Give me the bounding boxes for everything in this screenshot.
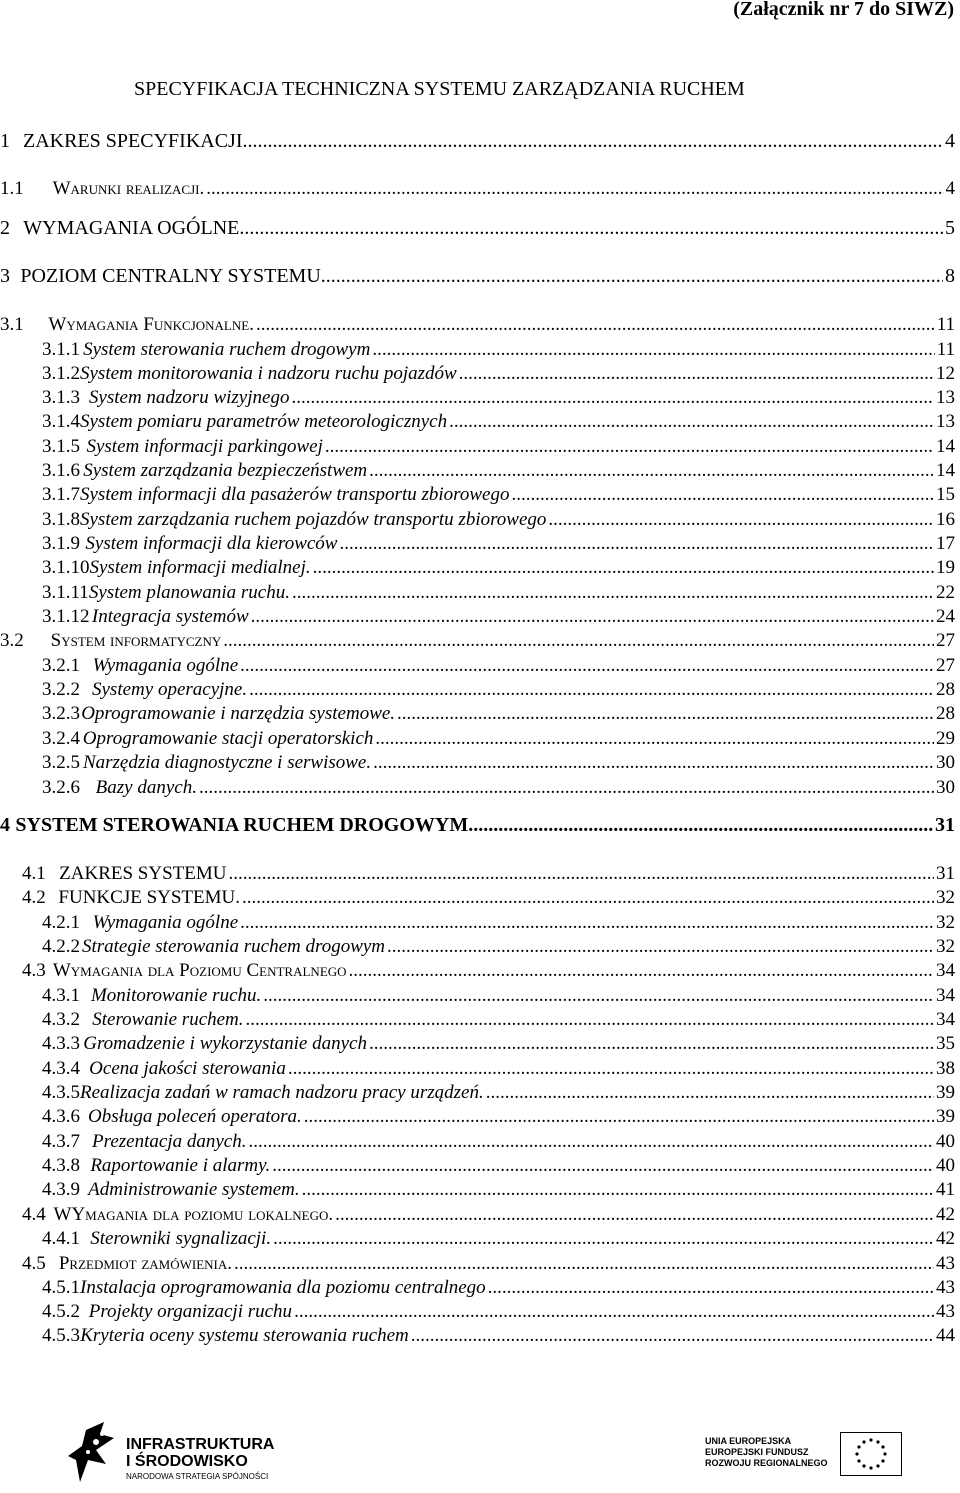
toc-dot-leader (223, 629, 934, 653)
toc-entry-title: SYSTEM STEROWANIA RUCHEM DROGOWYM (15, 814, 469, 836)
toc-entry-title: Strategie sterowania ruchem drogowym (81, 936, 386, 957)
toc-dot-leader (242, 886, 934, 910)
toc-entry[interactable] (0, 1300, 955, 1324)
toc-dot-leader (294, 1300, 934, 1324)
toc-dot-leader (459, 362, 934, 386)
toc-entry-title: System zarządzania ruchem pojazdów transportu zbiorowego (80, 509, 547, 530)
toc-entry-title: Wymagania ogólne (92, 655, 239, 676)
toc-entry-number: 4.3 (22, 960, 46, 981)
toc-entry-title: System informatyczny (50, 630, 222, 651)
toc-entry-number: 4.4 (22, 1204, 46, 1225)
toc-entry-page: 14 (936, 436, 955, 457)
toc-entry-title: Sterowniki sygnalizacji. (90, 1228, 272, 1249)
toc-entry-title: Oprogramowanie i narzędzia systemowe. (81, 703, 396, 724)
toc-entry-title: Administrowanie systemem. (88, 1179, 300, 1200)
toc-entry-number: 1.1 (0, 178, 24, 199)
toc-dot-leader (339, 532, 934, 556)
toc-entry-number: 3.1 (0, 314, 24, 335)
toc-entry-number: 4.5 (22, 1253, 46, 1274)
toc-entry[interactable] (0, 813, 955, 837)
toc-entry-page: 38 (936, 1058, 955, 1079)
toc-entry-page: 32 (936, 887, 955, 908)
toc-entry-title: Narzędzia diagnostyczne i serwisowe. (82, 752, 372, 773)
toc-entry[interactable] (0, 702, 955, 726)
toc-entry-number: 2 (0, 217, 10, 239)
toc-entry-page: 24 (936, 606, 955, 627)
toc-entry[interactable] (0, 1203, 955, 1227)
toc-entry-number: 4.2.2 (42, 936, 80, 957)
toc-dot-leader (511, 483, 934, 507)
toc-entry[interactable] (0, 313, 955, 337)
toc-entry-page: 32 (936, 912, 955, 933)
toc-entry[interactable] (0, 216, 955, 240)
toc-entry[interactable] (0, 338, 955, 362)
toc-dot-leader (288, 1057, 934, 1081)
toc-entry-page: 42 (936, 1228, 955, 1249)
toc-entry[interactable] (0, 1276, 955, 1300)
toc-entry-title: System zarządzania bezpieczeństwem (83, 460, 368, 481)
toc-entry-number: 4.3.2 (42, 1009, 80, 1030)
toc-entry-title: WYmagania dla poziomu lokalnego. (53, 1204, 334, 1225)
toc-entry[interactable] (0, 1227, 955, 1251)
infrastruktura-line1: INFRASTRUKTURA (126, 1436, 275, 1453)
toc-entry[interactable] (0, 264, 955, 288)
toc-dot-leader (387, 935, 934, 959)
toc-dot-leader (411, 1324, 934, 1348)
toc-dot-leader (272, 1154, 934, 1178)
toc-dot-leader (548, 508, 934, 532)
toc-entry-title: System planowania ruchu. (88, 582, 290, 603)
toc-entry[interactable] (0, 862, 955, 886)
toc-entry[interactable] (0, 1178, 955, 1202)
toc-entry-page: 32 (936, 936, 955, 957)
toc-entry-page: 13 (936, 411, 955, 432)
toc-entry-title: System informacji parkingowej (86, 436, 323, 457)
toc-entry-title: Oprogramowanie stacji operatorskich (82, 728, 374, 749)
toc-entry-page: 43 (936, 1301, 955, 1322)
toc-entry-number: 4.2.1 (42, 912, 80, 933)
toc-entry-page: 28 (936, 679, 955, 700)
toc-entry-title: POZIOM CENTRALNY SYSTEMU. (20, 265, 326, 287)
toc-entry[interactable] (0, 483, 955, 507)
toc-entry-number: 1 (0, 130, 10, 152)
toc-entry-title: Realizacja zadań w ramach nadzoru pracy urządzeń. (80, 1082, 484, 1103)
toc-entry[interactable] (0, 581, 955, 605)
toc-entry-title: System nadzoru wizyjnego (88, 387, 290, 408)
toc-entry[interactable] (0, 911, 955, 935)
eu-line2: EUROPEJSKI FUNDUSZ (705, 1447, 809, 1457)
toc-entry-page: 43 (936, 1253, 955, 1274)
toc-dot-leader (273, 1227, 934, 1251)
toc-entry-title: Gromadzenie i wykorzystanie danych (83, 1033, 367, 1054)
toc-entry-number: 3.2.3 (42, 703, 80, 724)
toc-dot-leader (251, 605, 934, 629)
toc-entry-title: Integracja systemów (91, 606, 249, 627)
toc-dot-leader (292, 581, 934, 605)
toc-entry-page: 4 (945, 130, 955, 152)
infrastruktura-emblem-icon (66, 1420, 126, 1488)
toc-entry[interactable] (0, 362, 955, 386)
eu-logo-text (705, 1436, 835, 1469)
toc-entry-page: 29 (936, 728, 955, 749)
toc-entry-number: 4.3.8 (42, 1155, 80, 1176)
toc-entry-number: 3.1.5 (42, 436, 80, 457)
toc-entry-page: 27 (936, 655, 955, 676)
toc-entry-number: 4.5.3 (42, 1325, 80, 1346)
toc-entry-number: 3.2.2 (42, 679, 80, 700)
toc-entry-number: 4.3.3 (42, 1033, 80, 1054)
toc-entry-number: 4.3.1 (42, 985, 80, 1006)
toc-entry-title: System informacji dla kierowców (85, 533, 338, 554)
toc-dot-leader (373, 751, 934, 775)
toc-entry-page: 42 (936, 1204, 955, 1225)
toc-entry[interactable] (0, 654, 955, 678)
infrastruktura-subtitle: NARODOWA STRATEGIA SPÓJNOŚCI (126, 1472, 269, 1481)
toc-entry-number: 3.1.1 (42, 339, 80, 360)
toc-entry-number: 3.1.10 (42, 557, 90, 578)
toc-entry-page: 16 (936, 509, 955, 530)
toc-dot-leader (375, 727, 934, 751)
toc-entry-page: 19 (936, 557, 955, 578)
toc-entry-number: 3.1.11 (42, 582, 89, 603)
toc-entry-page: 22 (936, 582, 955, 603)
toc-entry[interactable] (0, 386, 955, 410)
toc-entry[interactable] (0, 1008, 955, 1032)
toc-entry[interactable] (0, 532, 955, 556)
toc-dot-leader (291, 386, 934, 410)
toc-dot-leader (304, 1105, 934, 1129)
toc-entry-title: Monitorowanie ruchu. (90, 985, 262, 1006)
toc-dot-leader (488, 1276, 934, 1300)
toc-dot-leader (240, 911, 934, 935)
toc-entry-number: 3.2.5 (42, 752, 80, 773)
toc-dot-leader (449, 410, 934, 434)
toc-entry-title: Systemy operacyjne. (92, 679, 248, 700)
toc-entry[interactable] (0, 508, 955, 532)
toc-entry-page: 31 (936, 863, 955, 884)
toc-dot-leader (249, 678, 934, 702)
toc-entry[interactable] (0, 984, 955, 1008)
toc-entry-title: System monitorowania i nadzoru ruchu pojazdów (80, 363, 457, 384)
toc-entry-number: 4.3.7 (42, 1131, 80, 1152)
toc-entry-number: 4.5.2 (42, 1301, 80, 1322)
toc-dot-leader (369, 1032, 934, 1056)
toc-entry[interactable] (0, 435, 955, 459)
toc-entry[interactable] (0, 678, 955, 702)
toc-dot-leader (234, 1252, 934, 1276)
toc-entry-page: 11 (936, 314, 955, 335)
toc-entry[interactable] (0, 776, 955, 800)
toc-entry[interactable] (0, 935, 955, 959)
toc-entry[interactable] (0, 751, 955, 775)
toc-entry-page: 30 (936, 752, 955, 773)
toc-entry-title: Kryteria oceny systemu sterowania ruchem (80, 1325, 409, 1346)
infrastruktura-line2: I ŚRODOWISKO (126, 1453, 248, 1470)
toc-entry-number: 4.3.5 (42, 1082, 80, 1103)
toc-entry-page: 44 (936, 1325, 955, 1346)
toc-entry-title: System informacji medialnej. (89, 557, 311, 578)
toc-entry-title: Instalacja oprogramowania dla poziomu centralnego (80, 1277, 486, 1298)
toc-dot-leader (325, 435, 934, 459)
toc-entry-page: 5 (945, 217, 955, 239)
toc-entry-title: FUNKCJE SYSTEMU. (58, 887, 241, 908)
toc-entry[interactable] (0, 1057, 955, 1081)
toc-entry-page: 41 (936, 1179, 955, 1200)
toc-entry-title: Bazy danych. (95, 777, 197, 798)
toc-dot-leader (240, 654, 934, 678)
toc-entry[interactable] (0, 886, 955, 910)
toc-entry-page: 4 (945, 178, 955, 199)
toc-entry[interactable] (0, 1130, 955, 1154)
toc-entry-number: 3 (0, 265, 10, 287)
toc-entry[interactable] (0, 556, 955, 580)
toc-entry-number: 4.5.1 (42, 1277, 80, 1298)
toc-dot-leader (313, 556, 934, 580)
toc-entry-title: Warunki realizacji. (52, 178, 205, 199)
toc-entry-title: Wymagania ogólne (92, 912, 239, 933)
toc-entry[interactable] (0, 1105, 955, 1129)
eu-line3: ROZWOJU REGIONALNEGO (705, 1458, 828, 1468)
toc-dot-leader (199, 776, 934, 800)
toc-entry-page: 39 (936, 1106, 955, 1127)
toc-entry-title: Obsługa poleceń operatora. (88, 1106, 302, 1127)
eu-stars-icon (841, 1433, 901, 1475)
toc-entry-number: 4.1 (22, 863, 46, 884)
toc-dot-leader (326, 264, 943, 288)
toc-entry[interactable] (0, 1154, 955, 1178)
toc-dot-leader (228, 862, 934, 886)
toc-entry-title: Projekty organizacji ruchu (88, 1301, 293, 1322)
toc-entry-number: 4.2 (22, 887, 46, 908)
toc-entry-page: 12 (936, 363, 955, 384)
toc-entry[interactable] (0, 629, 955, 653)
toc-entry-title: Sterowanie ruchem. (92, 1009, 244, 1030)
toc-entry-page: 17 (936, 533, 955, 554)
toc-entry-number: 4.3.9 (42, 1179, 80, 1200)
toc-entry-number: 3.1.8 (42, 509, 80, 530)
toc-entry-page: 8 (945, 265, 955, 287)
toc-entry-page: 11 (936, 339, 955, 360)
toc-entry-page: 14 (936, 460, 955, 481)
toc-dot-leader (302, 1178, 934, 1202)
toc-entry-number: 4 (0, 814, 10, 836)
toc-entry-title: Ocena jakości sterowania (89, 1058, 286, 1079)
toc-entry[interactable] (0, 129, 955, 153)
toc-dot-leader (248, 1130, 934, 1154)
toc-entry-number: 3.1.7 (42, 484, 80, 505)
eu-line1: UNIA EUROPEJSKA (705, 1436, 792, 1446)
toc-entry-title: Prezentacja danych. (92, 1131, 247, 1152)
toc-entry-number: 4.3.4 (42, 1058, 80, 1079)
toc-entry-number: 3.1.9 (42, 533, 80, 554)
toc-entry-page: 31 (935, 814, 955, 836)
toc-entry-page: 27 (936, 630, 955, 651)
toc-entry-title: System informacji dla pasażerów transportu zbiorowego (80, 484, 510, 505)
toc-entry-page: 34 (936, 1009, 955, 1030)
infrastruktura-logo-text (126, 1436, 286, 1470)
toc-entry[interactable] (0, 1081, 955, 1105)
toc-entry-page: 15 (936, 484, 955, 505)
toc-entry-page: 39 (936, 1082, 955, 1103)
toc-entry-number: 3.1.6 (42, 460, 80, 481)
toc-entry-number: 3.2.6 (42, 777, 80, 798)
toc-dot-leader (246, 1008, 934, 1032)
toc-dot-leader (335, 1203, 934, 1227)
toc-dot-leader (397, 702, 934, 726)
toc-entry[interactable] (0, 1032, 955, 1056)
toc-entry-number: 3.1.2 (42, 363, 80, 384)
toc-dot-leader (372, 338, 934, 362)
toc-entry[interactable] (0, 177, 955, 201)
toc-entry-number: 3.1.4 (42, 411, 80, 432)
toc-entry-page: 34 (936, 985, 955, 1006)
toc-entry-title: Wymagania Funkcjonalne. (48, 314, 254, 335)
toc-entry[interactable] (0, 1252, 955, 1276)
toc-entry-title: Przedmiot zamówienia. (58, 1253, 232, 1274)
toc-entry-page: 13 (936, 387, 955, 408)
toc-entry-number: 3.2.4 (42, 728, 80, 749)
toc-entry-number: 3.2.1 (42, 655, 80, 676)
toc-dot-leader (247, 129, 943, 153)
toc-entry-title: ZAKRES SYSTEMU (59, 863, 227, 884)
toc-entry-number: 3.1.3 (42, 387, 80, 408)
toc-entry-title: ZAKRES SPECYFIKACJI. (23, 130, 248, 152)
toc-entry-page: 35 (936, 1033, 955, 1054)
toc-entry-title: Wymagania dla Poziomu Centralnego (52, 960, 347, 981)
toc-entry-number: 4.4.1 (42, 1228, 80, 1249)
toc-entry[interactable] (0, 1324, 955, 1348)
toc-dot-leader (468, 813, 933, 837)
eu-flag-icon (840, 1432, 902, 1476)
toc-entry-page: 34 (936, 960, 955, 981)
toc-entry-page: 30 (936, 777, 955, 798)
toc-entry-page: 40 (936, 1155, 955, 1176)
toc-entry-page: 28 (936, 703, 955, 724)
attachment-label: (Załącznik nr 7 do SIWZ) (733, 0, 954, 20)
toc-dot-leader (239, 216, 943, 240)
toc-entry[interactable] (0, 959, 955, 983)
document-title: SPECYFIKACJA TECHNICZNA SYSTEMU ZARZĄDZANIA RUCHEM (134, 78, 745, 100)
toc-dot-leader (263, 984, 934, 1008)
toc-dot-leader (206, 177, 943, 201)
toc-entry-number: 3.2 (0, 630, 24, 651)
toc-entry-title: Raportowanie i alarmy. (90, 1155, 271, 1176)
toc-entry[interactable] (0, 727, 955, 751)
toc-dot-leader (256, 313, 935, 337)
toc-entry-title: System sterowania ruchem drogowym (83, 339, 371, 360)
toc-dot-leader (369, 459, 934, 483)
toc-entry[interactable] (0, 459, 955, 483)
toc-dot-leader (349, 959, 934, 983)
toc-entry-page: 43 (936, 1277, 955, 1298)
toc-entry[interactable] (0, 410, 955, 434)
toc-entry-number: 3.1.12 (42, 606, 90, 627)
toc-entry-title: System pomiaru parametrów meteorologicznych (80, 411, 448, 432)
toc-entry-page: 40 (936, 1131, 955, 1152)
toc-entry-number: 4.3.6 (42, 1106, 80, 1127)
toc-entry-title: WYMAGANIA OGÓLNE (23, 217, 240, 239)
toc-dot-leader (486, 1081, 934, 1105)
toc-entry[interactable] (0, 605, 955, 629)
